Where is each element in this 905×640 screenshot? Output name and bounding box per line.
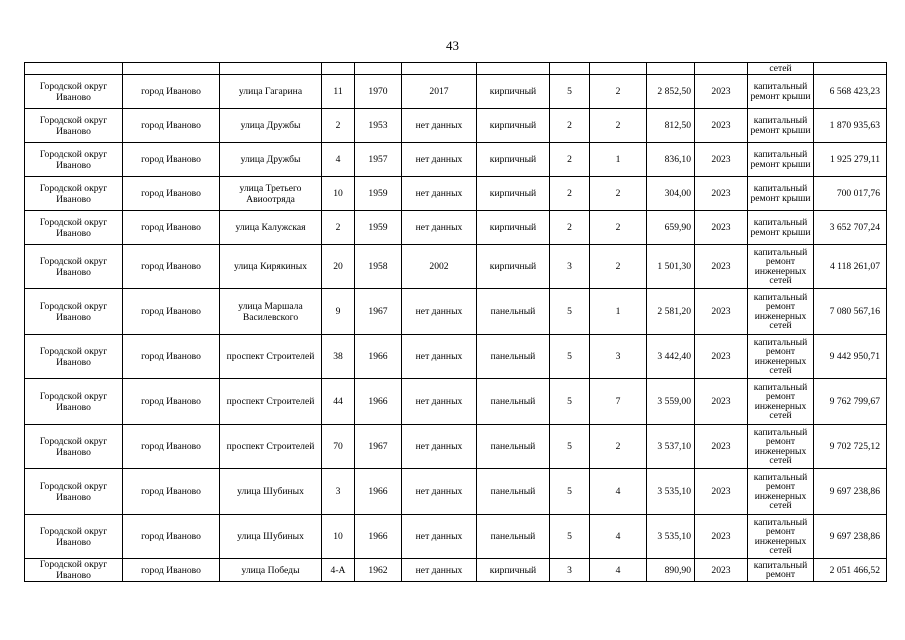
- cell-city: город Иваново: [123, 335, 220, 379]
- cell-entrances: 2: [590, 75, 647, 109]
- cell-cost: 9 702 725,12: [814, 425, 887, 469]
- cell-plan-year: 2023: [695, 143, 748, 177]
- cell-plan-year: 2023: [695, 469, 748, 515]
- cell-wall: кирпичный: [477, 211, 550, 245]
- cell-plan-year: 2023: [695, 177, 748, 211]
- cell-street: улица Кирякиных: [220, 245, 322, 289]
- cell-work-type: капитальный ремонт: [748, 559, 814, 582]
- cell-district: Городской округ Иваново: [25, 559, 123, 582]
- cell-entrances: 1: [590, 289, 647, 335]
- table-row: [25, 379, 887, 425]
- cell-city: город Иваново: [123, 75, 220, 109]
- table-row: [25, 469, 887, 515]
- cell-street: улица Шубиных: [220, 515, 322, 559]
- cell-house: 9: [322, 289, 355, 335]
- cell-entrances: 4: [590, 559, 647, 582]
- cell-work-type: капитальный ремонт крыши: [748, 109, 814, 143]
- table-row: [25, 289, 887, 335]
- cell-entrances: 2: [590, 177, 647, 211]
- cell-work-type: капитальный ремонт инженерных сетей: [748, 289, 814, 335]
- cell-entrances: 3: [590, 335, 647, 379]
- cell-entrances: 2: [590, 245, 647, 289]
- cell-wall: панельный: [477, 379, 550, 425]
- cell-year-overhaul: нет данных: [402, 515, 477, 559]
- table-row: [25, 177, 887, 211]
- cell-city: [123, 63, 220, 75]
- table-row: [25, 211, 887, 245]
- cell-plan-year: 2023: [695, 289, 748, 335]
- cell-floors: 5: [550, 379, 590, 425]
- cell-year-built: 1966: [355, 515, 402, 559]
- cell-work-type: сетей: [748, 63, 814, 75]
- cell-wall: панельный: [477, 289, 550, 335]
- cell-area: 812,50: [647, 109, 695, 143]
- cell-house: 10: [322, 515, 355, 559]
- cell-year-overhaul: нет данных: [402, 143, 477, 177]
- cell-entrances: 4: [590, 469, 647, 515]
- cell-street: улица Калужская: [220, 211, 322, 245]
- cell-entrances: 1: [590, 143, 647, 177]
- cell-area: 890,90: [647, 559, 695, 582]
- cell-year-overhaul: нет данных: [402, 425, 477, 469]
- cell-plan-year: [695, 63, 748, 75]
- cell-year-built: 1967: [355, 289, 402, 335]
- cell-work-type: капитальный ремонт инженерных сетей: [748, 335, 814, 379]
- cell-street: улица Третьего Авиоотряда: [220, 177, 322, 211]
- cell-year-overhaul: нет данных: [402, 379, 477, 425]
- cell-floors: 5: [550, 469, 590, 515]
- cell-district: Городской округ Иваново: [25, 515, 123, 559]
- cell-city: город Иваново: [123, 245, 220, 289]
- cell-house: 4: [322, 143, 355, 177]
- cell-work-type: капитальный ремонт инженерных сетей: [748, 515, 814, 559]
- cell-area: 2 852,50: [647, 75, 695, 109]
- cell-area: 836,10: [647, 143, 695, 177]
- cell-cost: 4 118 261,07: [814, 245, 887, 289]
- cell-area: 3 535,10: [647, 515, 695, 559]
- cell-house: 2: [322, 211, 355, 245]
- table-row: [25, 425, 887, 469]
- cell-cost: [814, 63, 887, 75]
- cell-city: город Иваново: [123, 425, 220, 469]
- cell-wall: панельный: [477, 335, 550, 379]
- cell-year-built: 1959: [355, 177, 402, 211]
- cell-area: [647, 63, 695, 75]
- cell-area: 304,00: [647, 177, 695, 211]
- cell-cost: 7 080 567,16: [814, 289, 887, 335]
- cell-district: Городской округ Иваново: [25, 379, 123, 425]
- cell-year-built: 1967: [355, 425, 402, 469]
- cell-plan-year: 2023: [695, 245, 748, 289]
- cell-street: проспект Строителей: [220, 425, 322, 469]
- cell-street: улица Победы: [220, 559, 322, 582]
- cell-entrances: 7: [590, 379, 647, 425]
- cell-cost: 9 762 799,67: [814, 379, 887, 425]
- cell-house: 44: [322, 379, 355, 425]
- cell-year-overhaul: 2002: [402, 245, 477, 289]
- cell-year-overhaul: нет данных: [402, 335, 477, 379]
- cell-district: Городской округ Иваново: [25, 75, 123, 109]
- cell-floors: 5: [550, 425, 590, 469]
- cell-district: Городской округ Иваново: [25, 245, 123, 289]
- cell-house: [322, 63, 355, 75]
- cell-floors: 2: [550, 177, 590, 211]
- cell-city: город Иваново: [123, 109, 220, 143]
- table-row: [25, 335, 887, 379]
- cell-plan-year: 2023: [695, 335, 748, 379]
- cell-area: 659,90: [647, 211, 695, 245]
- cell-cost: 2 051 466,52: [814, 559, 887, 582]
- cell-house: 70: [322, 425, 355, 469]
- cell-year-overhaul: [402, 63, 477, 75]
- cell-street: улица Дружбы: [220, 109, 322, 143]
- cell-wall: кирпичный: [477, 559, 550, 582]
- cell-city: город Иваново: [123, 289, 220, 335]
- cell-street: улица Гагарина: [220, 75, 322, 109]
- cell-city: город Иваново: [123, 177, 220, 211]
- cell-cost: 3 652 707,24: [814, 211, 887, 245]
- cell-area: 3 559,00: [647, 379, 695, 425]
- cell-year-overhaul: нет данных: [402, 469, 477, 515]
- cell-area: 3 535,10: [647, 469, 695, 515]
- cell-year-built: 1959: [355, 211, 402, 245]
- cell-floors: 3: [550, 559, 590, 582]
- table-row: [25, 515, 887, 559]
- cell-area: 2 581,20: [647, 289, 695, 335]
- cell-cost: 9 697 238,86: [814, 469, 887, 515]
- housing-table: [24, 62, 887, 582]
- cell-district: [25, 63, 123, 75]
- cell-wall: кирпичный: [477, 177, 550, 211]
- cell-wall: панельный: [477, 425, 550, 469]
- cell-plan-year: 2023: [695, 559, 748, 582]
- cell-street: улица Дружбы: [220, 143, 322, 177]
- cell-district: Городской округ Иваново: [25, 109, 123, 143]
- cell-work-type: капитальный ремонт инженерных сетей: [748, 245, 814, 289]
- cell-house: 11: [322, 75, 355, 109]
- cell-district: Городской округ Иваново: [25, 177, 123, 211]
- cell-entrances: [590, 63, 647, 75]
- cell-floors: [550, 63, 590, 75]
- cell-plan-year: 2023: [695, 425, 748, 469]
- cell-district: Городской округ Иваново: [25, 211, 123, 245]
- cell-year-built: 1966: [355, 335, 402, 379]
- cell-work-type: капитальный ремонт крыши: [748, 143, 814, 177]
- cell-year-built: 1957: [355, 143, 402, 177]
- cell-cost: 1 925 279,11: [814, 143, 887, 177]
- cell-floors: 2: [550, 109, 590, 143]
- cell-district: Городской округ Иваново: [25, 425, 123, 469]
- cell-district: Городской округ Иваново: [25, 469, 123, 515]
- cell-work-type: капитальный ремонт инженерных сетей: [748, 469, 814, 515]
- cell-plan-year: 2023: [695, 75, 748, 109]
- cell-street: проспект Строителей: [220, 335, 322, 379]
- cell-year-overhaul: нет данных: [402, 109, 477, 143]
- cell-floors: 3: [550, 245, 590, 289]
- cell-house: 2: [322, 109, 355, 143]
- cell-wall: [477, 63, 550, 75]
- cell-city: город Иваново: [123, 143, 220, 177]
- cell-house: 4-А: [322, 559, 355, 582]
- cell-floors: 2: [550, 211, 590, 245]
- page-number: 43: [446, 38, 459, 53]
- table-row: [25, 109, 887, 143]
- cell-plan-year: 2023: [695, 109, 748, 143]
- cell-floors: 5: [550, 289, 590, 335]
- cell-wall: кирпичный: [477, 75, 550, 109]
- cell-year-built: 1966: [355, 469, 402, 515]
- cell-wall: панельный: [477, 469, 550, 515]
- cell-year-built: 1970: [355, 75, 402, 109]
- cell-year-overhaul: нет данных: [402, 289, 477, 335]
- cell-street: [220, 63, 322, 75]
- table-row: [25, 245, 887, 289]
- cell-cost: 9 442 950,71: [814, 335, 887, 379]
- cell-entrances: 2: [590, 109, 647, 143]
- cell-work-type: капитальный ремонт инженерных сетей: [748, 425, 814, 469]
- cell-cost: 6 568 423,23: [814, 75, 887, 109]
- cell-year-overhaul: нет данных: [402, 211, 477, 245]
- cell-year-built: 1953: [355, 109, 402, 143]
- cell-city: город Иваново: [123, 515, 220, 559]
- cell-year-built: [355, 63, 402, 75]
- cell-wall: кирпичный: [477, 109, 550, 143]
- table-row: [25, 559, 887, 582]
- cell-year-overhaul: нет данных: [402, 559, 477, 582]
- table-row-continuation: [25, 63, 887, 75]
- cell-wall: кирпичный: [477, 143, 550, 177]
- cell-work-type: капитальный ремонт крыши: [748, 211, 814, 245]
- cell-area: 1 501,30: [647, 245, 695, 289]
- cell-plan-year: 2023: [695, 379, 748, 425]
- cell-year-built: 1962: [355, 559, 402, 582]
- cell-floors: 5: [550, 75, 590, 109]
- cell-plan-year: 2023: [695, 211, 748, 245]
- cell-plan-year: 2023: [695, 515, 748, 559]
- table-row: [25, 75, 887, 109]
- cell-house: 20: [322, 245, 355, 289]
- cell-cost: 9 697 238,86: [814, 515, 887, 559]
- cell-city: город Иваново: [123, 559, 220, 582]
- cell-cost: 700 017,76: [814, 177, 887, 211]
- cell-year-built: 1958: [355, 245, 402, 289]
- cell-city: город Иваново: [123, 211, 220, 245]
- cell-work-type: капитальный ремонт инженерных сетей: [748, 379, 814, 425]
- cell-floors: 2: [550, 143, 590, 177]
- cell-work-type: капитальный ремонт крыши: [748, 75, 814, 109]
- cell-work-type: капитальный ремонт крыши: [748, 177, 814, 211]
- cell-entrances: 4: [590, 515, 647, 559]
- cell-wall: кирпичный: [477, 245, 550, 289]
- cell-wall: панельный: [477, 515, 550, 559]
- cell-house: 10: [322, 177, 355, 211]
- cell-district: Городской округ Иваново: [25, 289, 123, 335]
- cell-entrances: 2: [590, 425, 647, 469]
- cell-street: улица Маршала Василевского: [220, 289, 322, 335]
- cell-street: проспект Строителей: [220, 379, 322, 425]
- cell-cost: 1 870 935,63: [814, 109, 887, 143]
- cell-street: улица Шубиных: [220, 469, 322, 515]
- cell-area: 3 442,40: [647, 335, 695, 379]
- cell-year-overhaul: нет данных: [402, 177, 477, 211]
- cell-year-built: 1966: [355, 379, 402, 425]
- cell-district: Городской округ Иваново: [25, 143, 123, 177]
- table-body: [25, 63, 887, 582]
- cell-city: город Иваново: [123, 379, 220, 425]
- cell-house: 3: [322, 469, 355, 515]
- cell-house: 38: [322, 335, 355, 379]
- cell-year-overhaul: 2017: [402, 75, 477, 109]
- cell-district: Городской округ Иваново: [25, 335, 123, 379]
- table-row: [25, 143, 887, 177]
- cell-area: 3 537,10: [647, 425, 695, 469]
- cell-floors: 5: [550, 335, 590, 379]
- cell-entrances: 2: [590, 211, 647, 245]
- cell-floors: 5: [550, 515, 590, 559]
- cell-city: город Иваново: [123, 469, 220, 515]
